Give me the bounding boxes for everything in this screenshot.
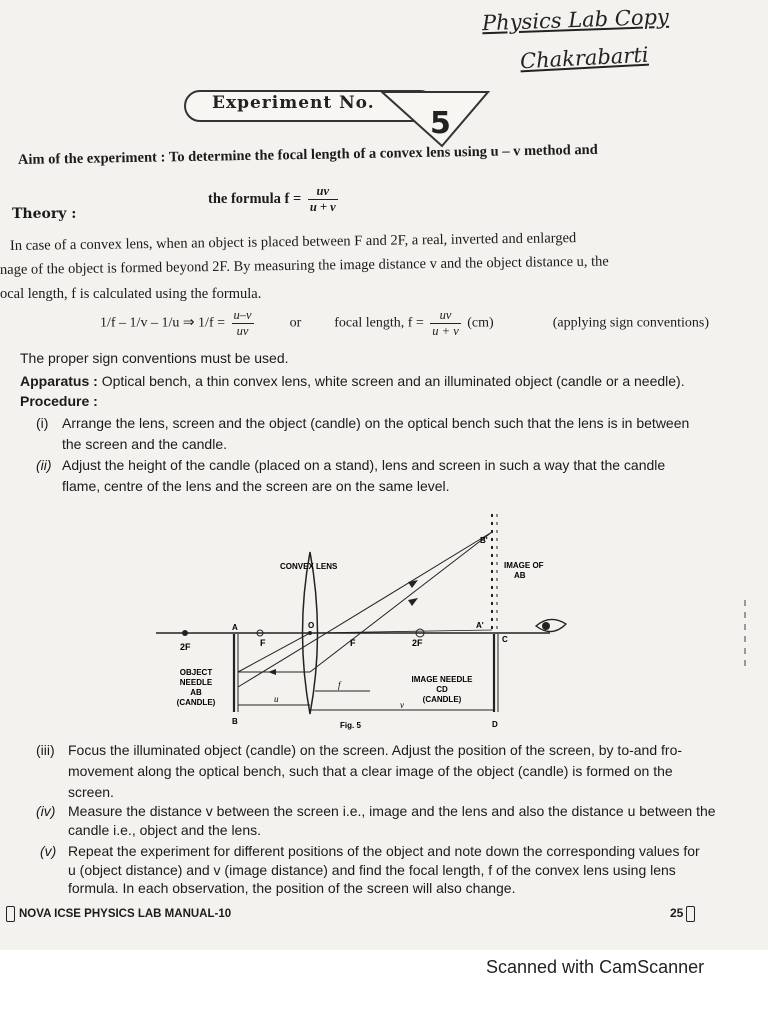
step-5-line-1: Repeat the experiment for different positions of the object and note down the corresponding values for: [68, 843, 700, 859]
page-bar-icon: [686, 906, 695, 922]
apparatus-label: Apparatus :: [20, 373, 98, 389]
label-image-of: IMAGE OF: [504, 561, 544, 570]
footer-bar-icon: [6, 906, 15, 922]
step-4-line-2: candle i.e., object and the lens.: [68, 822, 262, 838]
apparatus-line: [20, 373, 685, 389]
label-f-left: F: [260, 638, 266, 648]
procedure-heading: Procedure :: [20, 393, 98, 409]
figure-caption: Fig. 5: [340, 721, 361, 730]
focal-length-den: u + v: [432, 324, 459, 338]
footer-title: [6, 906, 231, 922]
label-a-prime: A': [476, 621, 484, 630]
ray-diagram: [150, 512, 580, 734]
object-needle-label-2: NEEDLE: [179, 678, 213, 687]
step-1-num: (i): [36, 415, 49, 431]
apparatus-text: Optical bench, a thin convex lens, white screen and an illuminated object (candle or a needle).: [101, 373, 685, 389]
sign-note: The proper sign conventions must be used.: [20, 350, 289, 366]
step-5-line-2: u (object distance) and v (image distance) and find the focal length, f of the convex lens using lens: [68, 862, 676, 878]
lens-formula-rhs-den: uv: [236, 324, 249, 338]
aim-formula-fraction: [308, 184, 338, 215]
theory-line-2: nage of the object is formed beyond 2F. By measuring the image distance v and the object distance u, the: [0, 253, 609, 278]
label-o: O: [308, 621, 315, 630]
scan-edge-mark: [744, 600, 746, 670]
focal-length-num: uv: [430, 308, 460, 324]
label-v: v: [400, 700, 404, 710]
object-needle-label-1: OBJECT: [179, 668, 213, 677]
step-3-line-2: movement along the optical bench, such that a clear image of the object (candle) is formed on the: [68, 763, 673, 779]
aim-text: To determine the focal length of a convex lens using u – v method and: [168, 141, 598, 166]
step-5-num: (v): [40, 843, 57, 859]
label-a: A: [232, 623, 238, 632]
point-2f-left: [182, 630, 188, 636]
aim-formula-denominator: u + v: [309, 200, 336, 214]
page-number: [670, 906, 695, 922]
object-needle-label-3: AB: [190, 688, 202, 697]
ray-arrow-2-icon: [408, 598, 418, 606]
aim-formula: [208, 184, 341, 215]
theory-line-3: ocal length, f is calculated using the formula.: [0, 286, 262, 302]
experiment-number: 5: [430, 106, 451, 141]
ray-arrow-1-icon: [408, 580, 418, 588]
lens-formula-rhs-num: u–v: [233, 308, 252, 322]
eye-icon: [536, 619, 566, 631]
label-2f-left: 2F: [180, 642, 191, 652]
step-1-line-2: the screen and the candle.: [62, 436, 228, 452]
label-f-right: F: [350, 638, 356, 648]
theory-line-1: In case of a convex lens, when an object is placed between F and 2F, a real, inverted and enlarged: [9, 230, 577, 254]
label-c: C: [502, 635, 508, 644]
ray-1-refracted: [310, 532, 492, 672]
eye-pupil-icon: [542, 622, 550, 630]
label-f: f: [338, 680, 341, 690]
lens-formula-or: or: [289, 315, 302, 331]
lens-formula-row: [100, 308, 709, 339]
ray-arrow-3-icon: [268, 669, 276, 675]
label-u: u: [274, 694, 279, 704]
label-d: D: [492, 720, 498, 729]
step-4-line-1: Measure the distance v between the screen i.e., image and the lens and also the distance u between the: [68, 803, 716, 819]
step-3-num: (iii): [36, 742, 55, 758]
ray-2-centre: [238, 532, 492, 687]
step-3-line-1: Focus the illuminated object (candle) on the screen. Adjust the position of the screen, by to-and fro-: [68, 742, 683, 758]
object-needle-label-4: (CANDLE): [176, 698, 216, 707]
image-needle-label-2: CD: [436, 685, 448, 694]
page-number-text: 25: [670, 906, 684, 921]
step-2-num: (ii): [36, 457, 52, 473]
focal-length-label: focal length, f =: [334, 315, 424, 331]
label-b: B: [232, 717, 238, 726]
aim-line: [18, 142, 598, 169]
label-convex-lens: CONVEX LENS: [280, 562, 338, 571]
lens-formula-rhs: [232, 308, 254, 339]
focal-length-unit: (cm): [467, 315, 494, 331]
step-3-line-3: screen.: [68, 784, 114, 800]
step-2-line-1: Adjust the height of the candle (placed on a stand), lens and screen in such a way that the candle: [62, 457, 666, 473]
label-b-prime: B': [480, 536, 488, 545]
step-4-num: (iv): [36, 803, 56, 819]
theory-heading: Theory :: [12, 206, 77, 222]
step-1-line-1: Arrange the lens, screen and the object (candle) on the optical bench such that the lens is in between: [62, 415, 690, 431]
scanner-watermark: Scanned with CamScanner: [486, 957, 705, 977]
step-5-line-3: formula. In each observation, the position of the screen will also change.: [68, 880, 516, 896]
step-2-line-2: flame, centre of the lens and the screen are on the same level.: [62, 478, 450, 494]
focal-length-fraction: [430, 308, 460, 339]
sign-convention-note: (applying sign conventions): [552, 315, 710, 331]
label-2f-right: 2F: [412, 638, 423, 648]
image-needle-label-1: IMAGE NEEDLE: [411, 675, 473, 684]
ray-3: [238, 633, 310, 672]
image-needle-label-3: (CANDLE): [422, 695, 462, 704]
aim-formula-prefix: the formula f =: [208, 190, 302, 207]
lens-formula-lhs: 1/f – 1/v – 1/u ⇒ 1/f =: [100, 315, 226, 331]
aim-formula-numerator: uv: [308, 184, 338, 200]
handwritten-title: Physics Lab Copy: [481, 4, 670, 36]
aim-label: Aim of the experiment :: [17, 149, 166, 168]
handwritten-name: Chakrabarti: [519, 42, 650, 74]
experiment-label: Experiment No.: [212, 93, 375, 113]
footer-text: NOVA ICSE PHYSICS LAB MANUAL-10: [19, 908, 232, 921]
label-image-ab: AB: [514, 571, 526, 580]
